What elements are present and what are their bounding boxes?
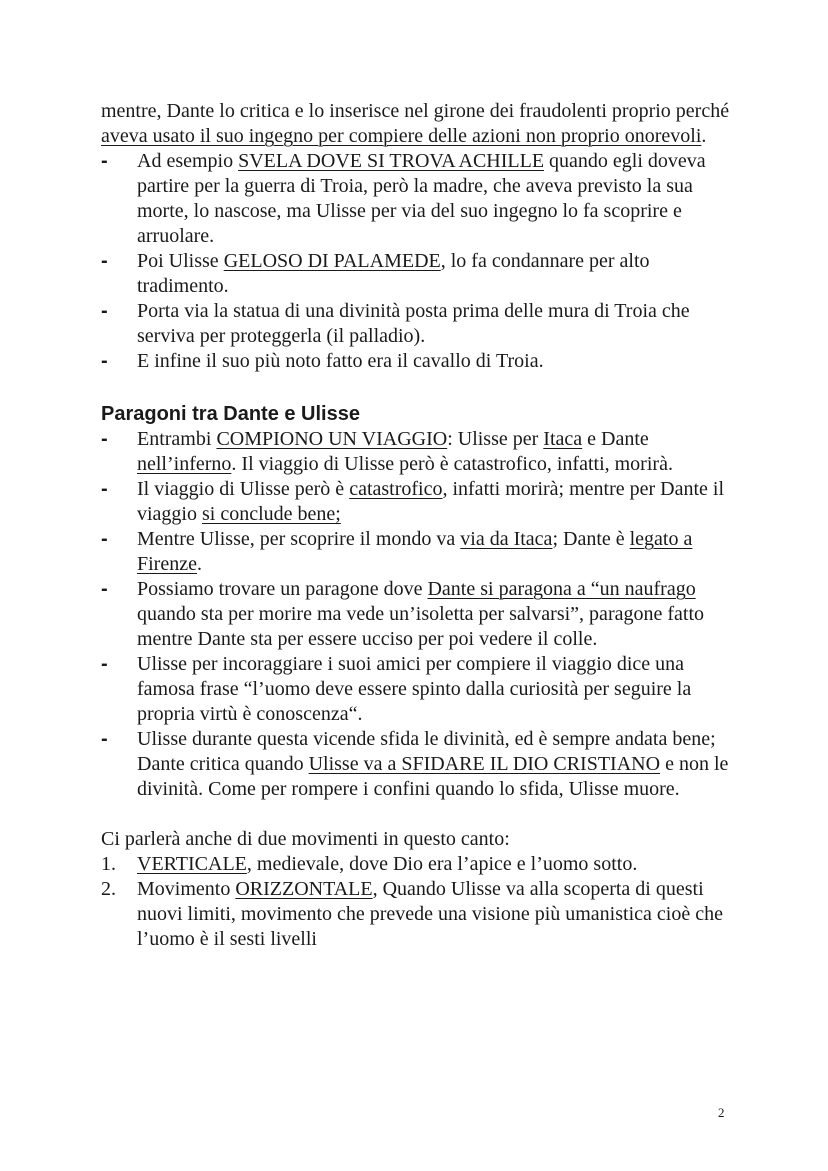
number-marker: 1. [101, 853, 116, 875]
dash-bullet: - [101, 578, 108, 600]
list-item: - Poi Ulisse GELOSO DI PALAMEDE, lo fa condannare per alto tradimento. [101, 250, 650, 297]
dash-bullet: - [101, 300, 108, 322]
dash-bullet: - [101, 428, 108, 450]
list-item: - Entrambi COMPIONO UN VIAGGIO: Ulisse per Itaca e Dante nell’inferno. Il viaggio di Ulisse però è catastrofico, infatti, morirà. [101, 428, 673, 475]
opening-paragraph: mentre, Dante lo critica e lo inserisce nel girone dei fraudolenti proprio perché aveva usato il suo ingegno per compiere delle azioni non proprio onorevoli. [101, 100, 730, 147]
movements-list [101, 852, 741, 952]
list-item: - Mentre Ulisse, per scoprire il mondo va via da Itaca; Dante è legato a Firenze. [101, 528, 693, 575]
list-item: - Il viaggio di Ulisse però è catastrofico, infatti morirà; mentre per Dante il viaggio si conclude bene; [101, 478, 725, 525]
dash-bullet: - [101, 728, 108, 750]
dash-bullet: - [101, 250, 108, 272]
list-item: - Ulisse per incoraggiare i suoi amici per compiere il viaggio dice una famosa frase “l’uomo deve essere spinto dalla curiosità per seguire la propria virtù è conoscenza“. [101, 653, 692, 725]
list-item: 1. VERTICALE, medievale, dove Dio era l’apice e l’uomo sotto. [101, 853, 638, 875]
dash-bullet: - [101, 150, 108, 172]
movements-intro: Ci parlerà anche di due movimenti in questo canto: [101, 828, 510, 850]
list-item: - Ulisse durante questa vicende sfida le divinità, ed è sempre andata bene; Dante critica quando Ulisse va a SFIDARE IL DIO CRISTIANO e non le divinità. Come per rompere i confini quando lo sfida, Ulisse muore. [101, 728, 729, 800]
number-marker: 2. [101, 878, 116, 900]
dash-bullet: - [101, 528, 108, 550]
dash-bullet: - [101, 478, 108, 500]
list-item: 2. Movimento ORIZZONTALE, Quando Ulisse va alla scoperta di questi nuovi limiti, movimento che prevede una visione più umanistica cioè che l’uomo è il sesti livelli [101, 878, 723, 950]
underlined-text: aveva usato il suo ingegno per compiere delle azioni non proprio onorevoli [101, 125, 702, 147]
list-item: - Possiamo trovare un paragone dove Dante si paragona a “un naufrago quando sta per morire ma vede un’isoletta per salvarsi”, paragone fatto mentre Dante sta per essere ucciso per poi vedere il colle. [101, 578, 705, 650]
ulisse-deeds-list [101, 149, 741, 374]
dash-bullet: - [101, 653, 108, 675]
document-page [101, 99, 741, 952]
list-item: - Ad esempio SVELA DOVE SI TROVA ACHILLE quando egli doveva partire per la guerra di Troia, però la madre, che aveva previsto la sua morte, lo nascose, ma Ulisse per via del suo ingegno lo fa scoprire e arruolare. [101, 150, 706, 247]
page-number: 2 [718, 1105, 725, 1120]
comparison-list [101, 427, 741, 802]
dash-bullet: - [101, 350, 108, 372]
list-item: - Porta via la statua di una divinità posta prima delle mura di Troia che serviva per proteggerla (il palladio). [101, 300, 690, 347]
section-heading: Paragoni tra Dante e Ulisse [101, 403, 360, 425]
list-item: - E infine il suo più noto fatto era il cavallo di Troia. [101, 350, 544, 372]
